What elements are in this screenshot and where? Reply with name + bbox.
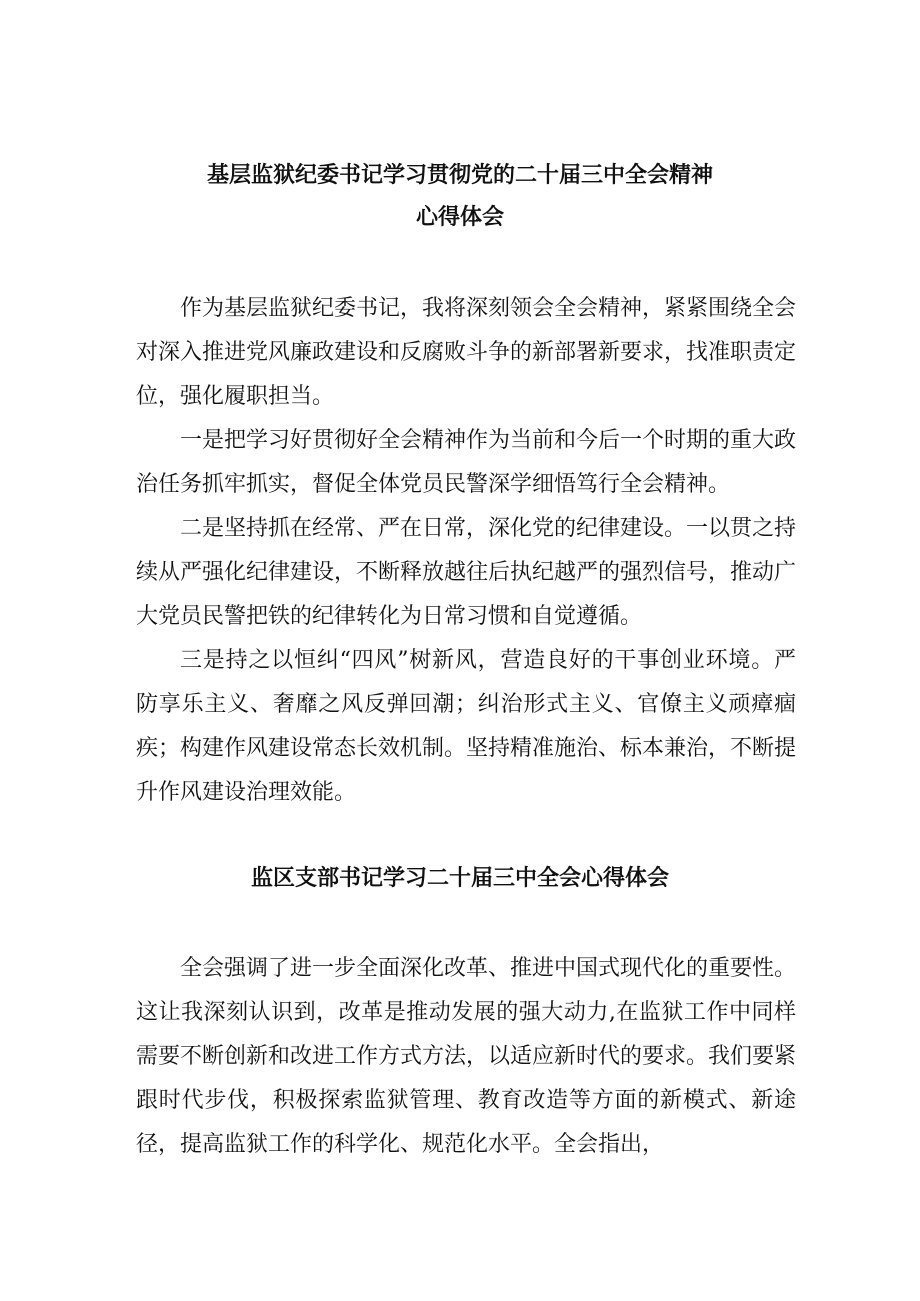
doc2-paragraph-1: 全会强调了进一步全面深化改革、推进中国式现代化的重要性。这让我深刻认识到，改革是推动发展的强大动力,在监狱工作中同样需要不断创新和改进工作方式方法，以适应新时代的要求。我们要紧跟时代步伐，积极探索监狱管理、教育改造等方面的新模式、新途径，提高监狱工作的科学化、规范化水平。全会指出，: [136, 956, 797, 1157]
doc1-paragraph-2: 一是把学习好贯彻好全会精神作为当前和今后一个时期的重大政治任务抓牢抓实，督促全体党员民警深学细悟笃行全会精神。: [136, 428, 797, 497]
doc2-title: 监区支部书记学习二十届三中全会心得体会: [250, 866, 669, 891]
doc1-paragraph-3: 二是坚持抓在经常、严在日常，深化党的纪律建设。一以贯之持续从严强化纪律建设，不断释放越往后执纪越严的强烈信号，推动广大党员民警把铁的纪律转化为日常习惯和自觉遵循。: [136, 516, 797, 629]
doc1-paragraph-4: 三是持之以恒纠“四风”树新风，营造良好的干事创业环境。严防享乐主义、奢靡之风反弹回潮；纠治形式主义、官僚主义顽瘴痼疾；构建作风建设常态长效机制。坚持精准施治、标本兼治，不断提升作风建设治理效能。: [136, 648, 797, 805]
doc1-body: [136, 287, 796, 815]
doc1-title-line2: 心得体会: [415, 205, 504, 230]
doc2-body: [136, 947, 796, 1167]
doc1-paragraph-1: 作为基层监狱纪委书记，我将深刻领会全会精神，紧紧围绕全会对深入推进党风廉政建设和反腐败斗争的新部署新要求，找准职责定位，强化履职担当。: [136, 296, 797, 409]
doc1-title-line1: 基层监狱纪委书记学习贯彻党的二十届三中全会精神: [206, 163, 713, 188]
